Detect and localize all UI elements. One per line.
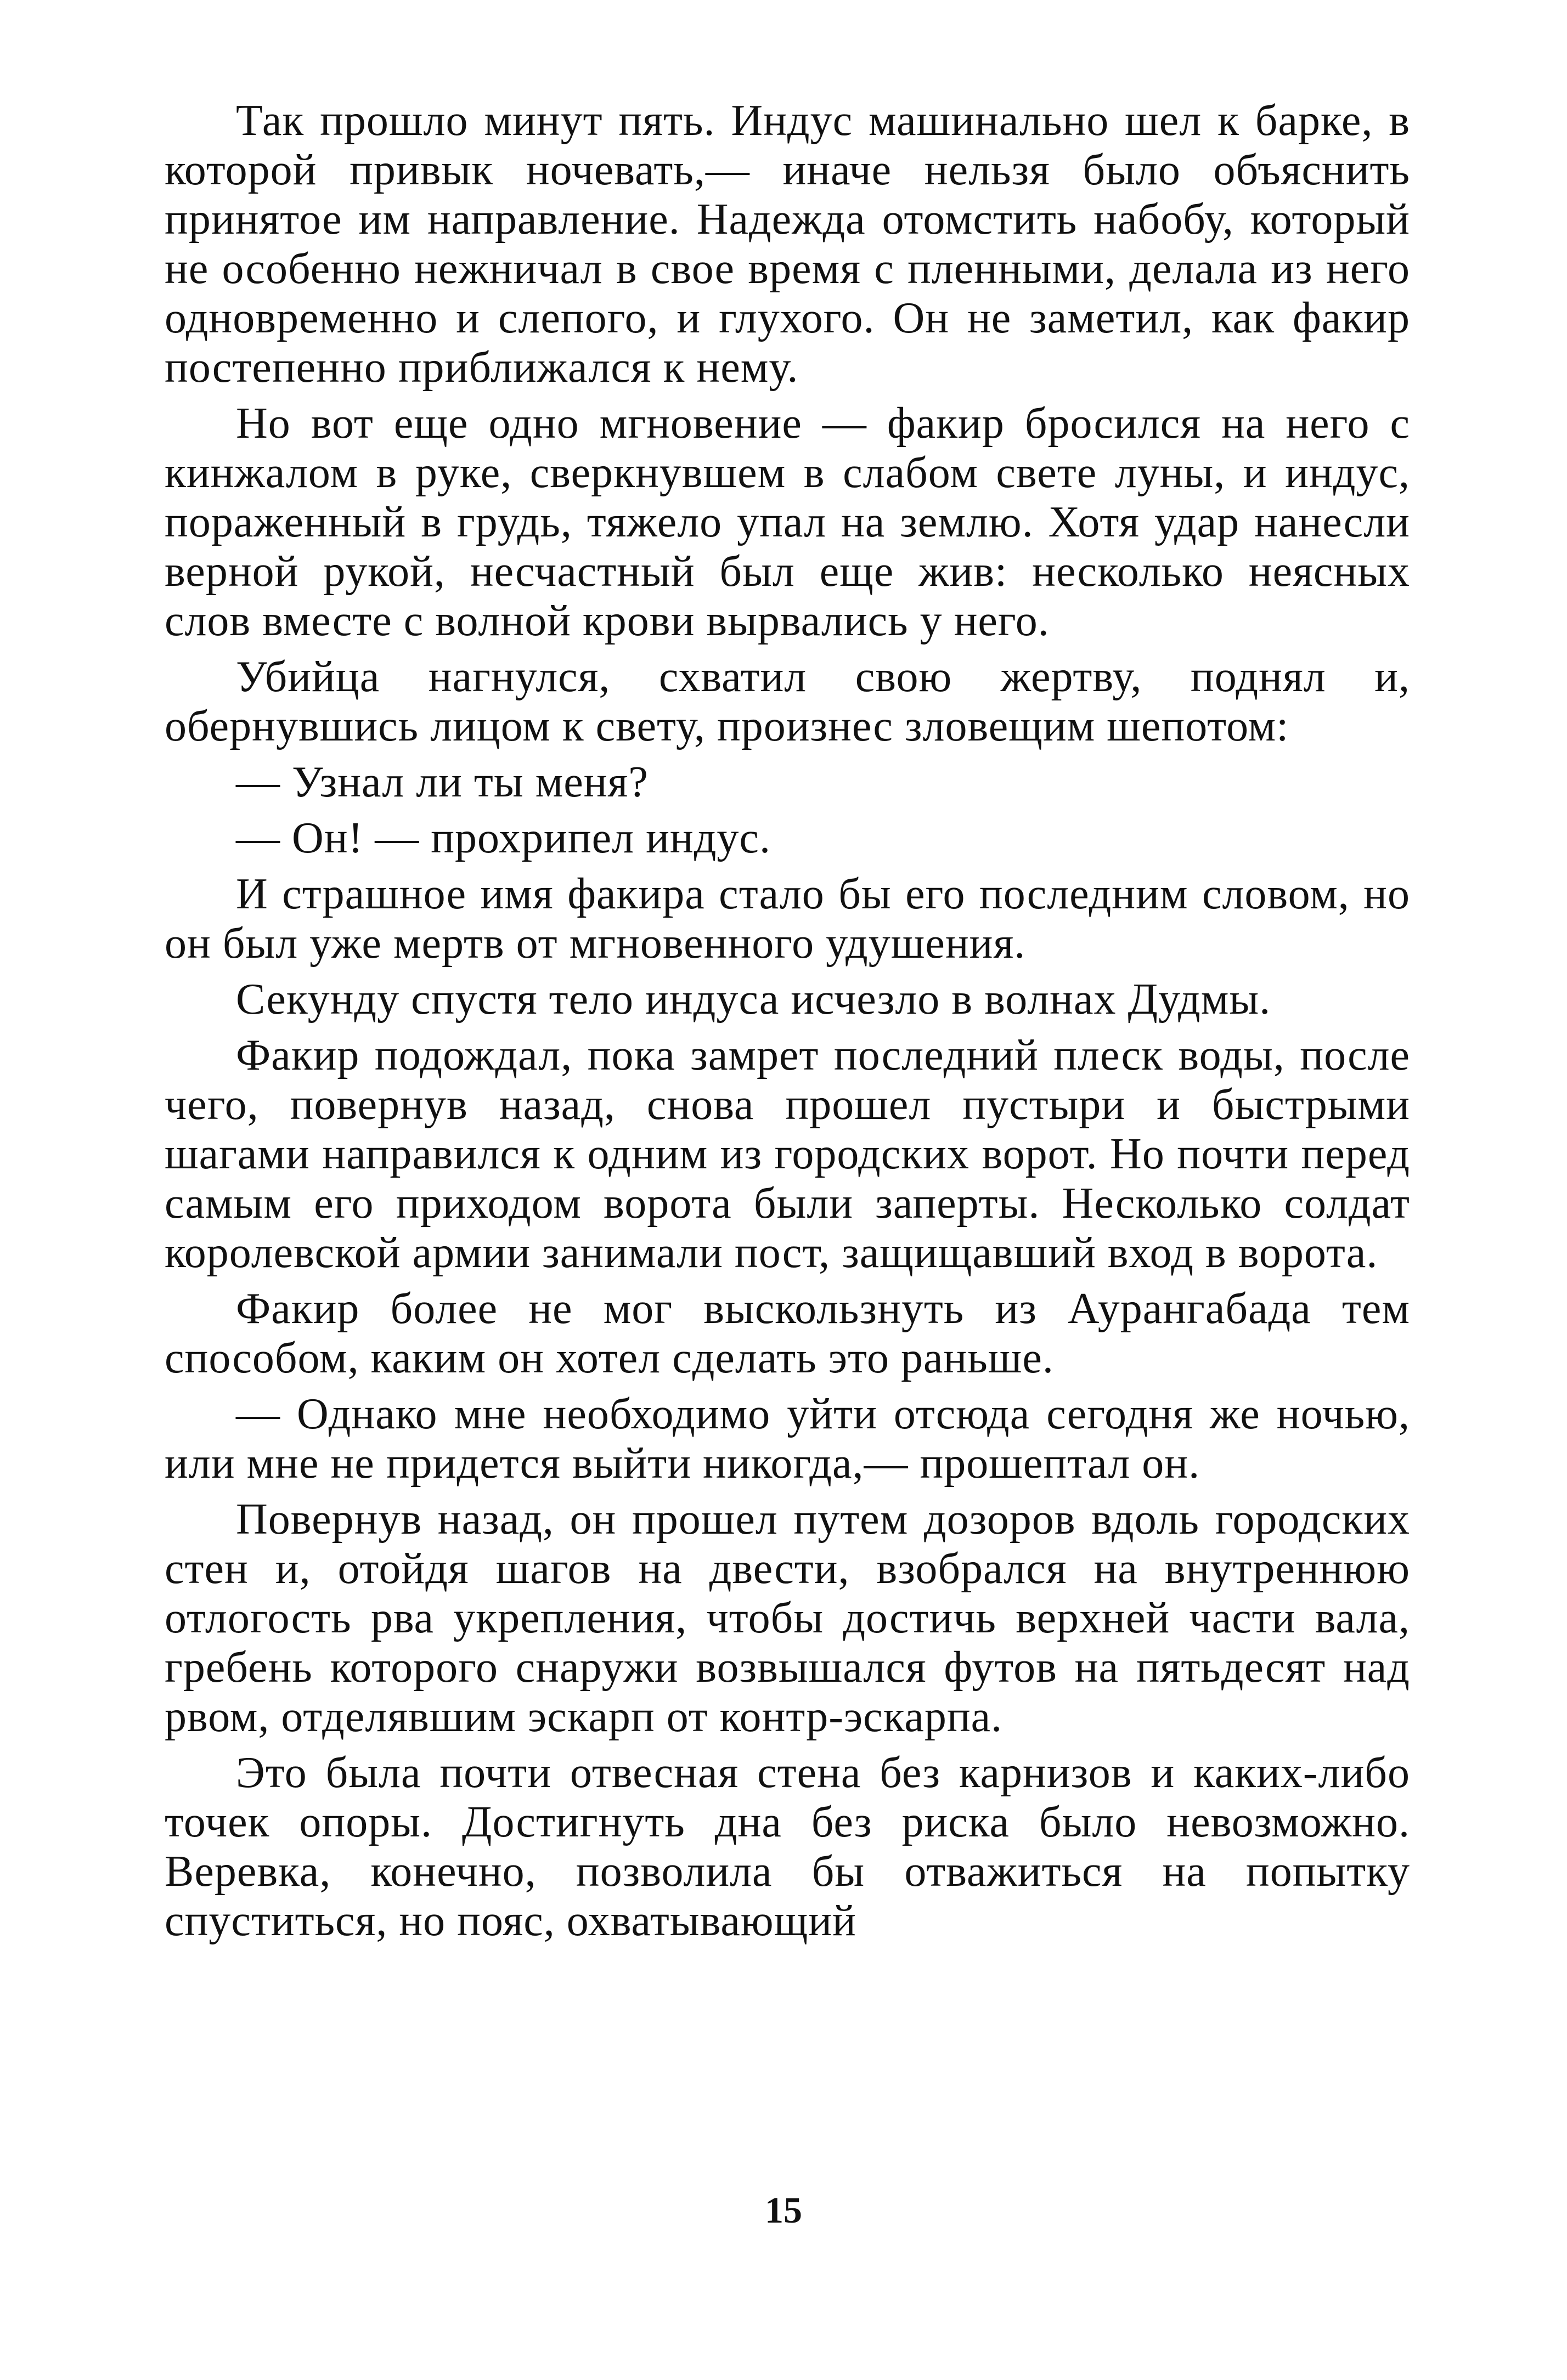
paragraph-7: Секунду спустя тело индуса исчезло в волнах Дудмы. bbox=[236, 975, 1271, 1024]
page-body bbox=[165, 96, 1410, 1952]
paragraph-2: Но вот еще одно мгновение — факир бросился на него с кинжалом в руке, сверкнувшем в слабом свете луны, и индус, пораженный в грудь, тяжело упал на землю. Хотя удар нанесли верной рукой, несчастный был еще жив: несколько неясных слов вместе с волной крови вырвались у него. bbox=[165, 399, 1410, 645]
paragraph-9: Факир более не мог выскользнуть из Аурангабада тем способом, каким он хотел сделать это раньше. bbox=[165, 1285, 1410, 1382]
paragraph-12: Это была почти отвесная стена без карнизов и каких-либо точек опоры. Достигнуть дна без риска было невозможно. Веревка, конечно, позволила бы отважиться на попытку спуститься, но пояс, охватывающий bbox=[165, 1749, 1410, 1945]
page-number: 15 bbox=[765, 2189, 802, 2231]
paragraph-8: Факир подождал, пока замрет последний плеск воды, после чего, повернув назад, снова прошел пустыри и быстрыми шагами направился к одним из городских ворот. Но почти перед самым его приходом ворота были заперты. Несколько солдат королевской армии занимали пост, защищавший вход в ворота. bbox=[165, 1031, 1410, 1277]
paragraph-11: Повернув назад, он прошел путем дозоров вдоль городских стен и, отойдя шагов на двести, взобрался на внутреннюю отлогость рва укрепления, чтобы достичь верхней части вала, гребень которого снаружи возвышался футов на пятьдесят над рвом, отделявшим эскарп от контр-эскарпа. bbox=[165, 1495, 1410, 1741]
dialog-line-1: — Узнал ли ты меня? bbox=[236, 758, 649, 806]
paragraph-3: Убийца нагнулся, схватил свою жертву, поднял и, обернувшись лицом к свету, произнес зловещим шепотом: bbox=[165, 653, 1410, 750]
paragraph-1: Так прошло минут пять. Индус машинально шел к барке, в которой привык ночевать,— иначе нельзя было объяснить принятое им направление. Надежда отомстить набобу, который не особенно нежничал в свое время с пленными, делала из него одновременно и слепого, и глухого. Он не заметил, как факир постепенно приближался к нему. bbox=[165, 97, 1410, 392]
paragraph-6: И страшное имя факира стало бы его последним словом, но он был уже мертв от мгновенного удушения. bbox=[165, 870, 1410, 968]
dialog-line-3: — Однако мне необходимо уйти отсюда сегодня же ночью, или мне не придется выйти никогда,— прошептал он. bbox=[165, 1390, 1410, 1488]
dialog-line-2: — Он! — прохрипел индус. bbox=[236, 814, 771, 862]
